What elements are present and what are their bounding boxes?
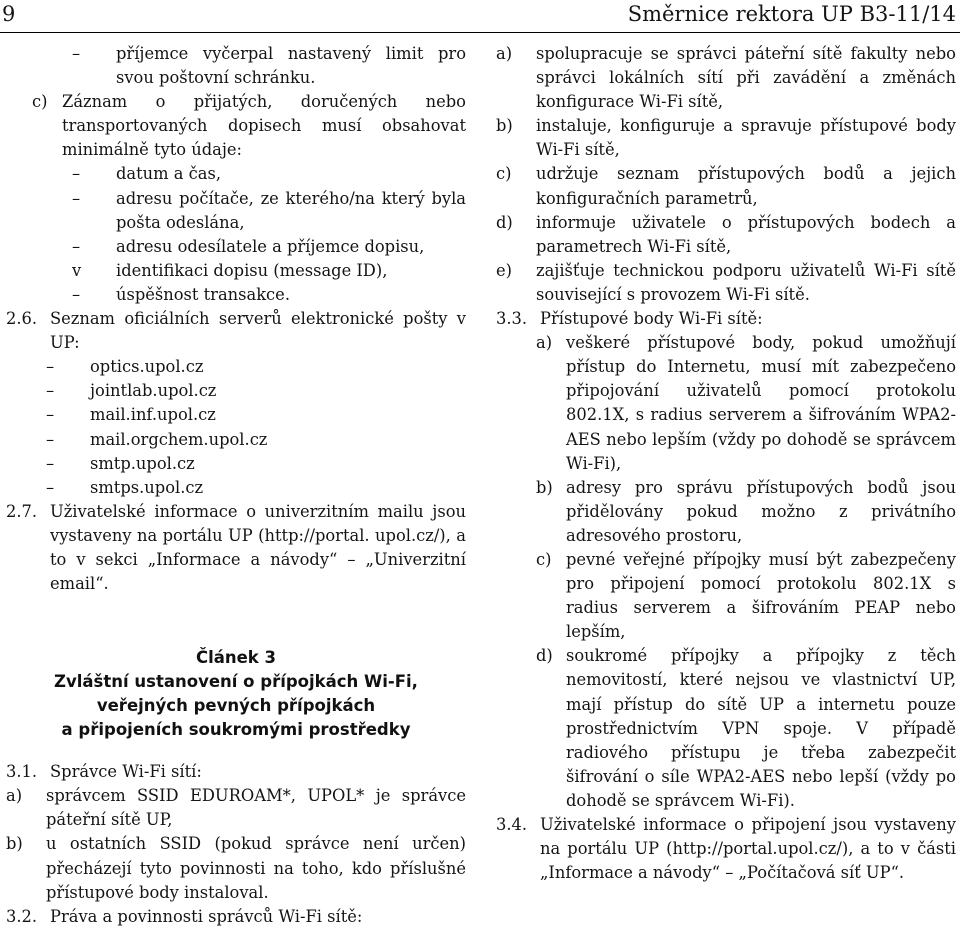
section-3-4 xyxy=(496,813,956,885)
item-label: c) xyxy=(32,92,48,112)
list-item xyxy=(72,259,466,283)
section-number: 3.1. xyxy=(6,762,38,782)
item-label: b) xyxy=(6,834,23,854)
section-text: Uživatelské informace o univerzitním mailu jsou vystaveny na portálu UP (http://portal. upol.cz/), a to v sekci „Informace a návody“ – „Univerzitní email“. xyxy=(50,501,466,594)
list-item-text: u ostatních SSID (pokud správce není určen) přecházejí tyto povinnosti na toho, kdo příslušné přístupové body instaloval. xyxy=(46,834,466,902)
server-name: smtp.upol.cz xyxy=(90,453,195,473)
item-label: d) xyxy=(496,212,513,232)
list-item xyxy=(536,331,956,476)
list-item-text: správcem SSID EDUROAM*, UPOL* je správce páteřní sítě UP, xyxy=(46,786,466,830)
item-label: c) xyxy=(496,164,512,184)
list-item xyxy=(46,476,466,500)
list-item xyxy=(46,428,466,452)
section-2-7 xyxy=(6,500,466,596)
list-item xyxy=(72,42,466,90)
dash-marker: – xyxy=(46,453,55,473)
list-item xyxy=(496,42,956,114)
item-label: d) xyxy=(536,646,553,666)
list-item xyxy=(72,187,466,235)
dash-marker: – xyxy=(46,477,55,497)
list-item xyxy=(536,476,956,548)
section-3-2 xyxy=(6,905,466,929)
item-label: a) xyxy=(536,333,553,353)
section-2-6 xyxy=(6,307,466,355)
dash-marker: – xyxy=(46,381,55,401)
list-item-text: adresu počítače, ze kterého/na který byla pošta odeslána, xyxy=(116,188,466,232)
list-item-text: zajišťuje technickou podporu uživatelů Wi-Fi sítě související s provozem Wi-Fi sítě. xyxy=(536,260,956,304)
list-item xyxy=(46,403,466,427)
list-item-text: instaluje, konfiguruje a spravuje přístupové body Wi-Fi sítě, xyxy=(536,116,956,160)
list-item xyxy=(6,784,466,832)
article-title-line: a připojeních soukromými prostředky xyxy=(61,720,411,740)
section-text: Správce Wi-Fi sítí: xyxy=(50,762,202,782)
list-item-text: datum a čas, xyxy=(116,164,222,184)
list-item-text: úspěšnost transakce. xyxy=(116,284,290,304)
dash-marker: v xyxy=(72,260,82,280)
list-item-text: adresu odesílatele a příjemce dopisu, xyxy=(116,236,425,256)
section-3-1 xyxy=(6,760,466,784)
list-item-text: spolupracuje se správci páteřní sítě fakulty nebo správci lokálních sítí při zavádění a změnách konfigurace Wi-Fi sítě, xyxy=(536,44,956,112)
list-item xyxy=(46,452,466,476)
list-item xyxy=(496,114,956,162)
dash-marker: – xyxy=(46,357,55,377)
dash-marker: – xyxy=(46,405,55,425)
page-header xyxy=(0,0,960,33)
article-title-line: Zvláštní ustanovení o přípojkách Wi-Fi, xyxy=(54,672,418,692)
page-number: 9 xyxy=(2,2,16,26)
server-name: smtps.upol.cz xyxy=(90,477,204,497)
article-heading xyxy=(6,646,466,742)
section-number: 3.3. xyxy=(496,309,528,329)
left-column xyxy=(6,42,466,929)
item-label: a) xyxy=(496,44,513,63)
list-item xyxy=(72,162,466,186)
list-item-text: pevné veřejné přípojky musí být zabezpečeny pro připojení pomocí protokolu 802.1X s radius serverem a šifrováním PEAP nebo lepším, xyxy=(566,549,956,642)
list-item-text: příjemce vyčerpal nastavený limit pro svou poštovní schránku. xyxy=(116,44,466,88)
section-text: Přístupové body Wi-Fi sítě: xyxy=(540,309,763,329)
list-item xyxy=(72,235,466,259)
dash-marker: – xyxy=(72,236,81,256)
section-number: 2.6. xyxy=(6,309,38,329)
right-column xyxy=(496,42,956,885)
list-item xyxy=(496,211,956,259)
section-text: Práva a povinnosti správců Wi-Fi sítě: xyxy=(50,906,363,926)
article-title-line: veřejných pevných přípojkách xyxy=(96,696,376,716)
section-number: 3.2. xyxy=(6,906,38,926)
header-title: Směrnice rektora UP B3-11/14 xyxy=(627,2,956,26)
server-name: optics.upol.cz xyxy=(90,357,204,377)
list-item-text: informuje uživatele o přístupových bodech a parametrech Wi-Fi sítě, xyxy=(536,212,956,256)
dash-marker: – xyxy=(46,429,55,449)
item-label: a) xyxy=(6,786,23,806)
list-item xyxy=(46,379,466,403)
section-number: 2.7. xyxy=(6,501,38,521)
list-item xyxy=(72,283,466,307)
list-item xyxy=(46,355,466,379)
section-number: 3.4. xyxy=(496,815,528,834)
dash-marker: – xyxy=(72,44,81,63)
item-label: c) xyxy=(536,549,552,569)
list-item xyxy=(6,832,466,904)
section-text: Seznam oficiálních serverů elektronické pošty v UP: xyxy=(50,309,466,353)
server-name: mail.inf.upol.cz xyxy=(90,405,216,425)
list-item-text: udržuje seznam přístupových bodů a jejich konfiguračních parametrů, xyxy=(536,164,956,208)
list-item-text: adresy pro správu přístupových bodů jsou přidělovány pokud možno z privátního adresového prostoru, xyxy=(566,477,956,545)
item-label: b) xyxy=(536,477,553,497)
paragraph-c xyxy=(32,90,466,162)
list-item xyxy=(536,548,956,644)
list-item-text: soukromé přípojky a přípojky z těch nemovitostí, které nejsou ve vlastnictví UP, mají přístup do sítě UP a internetu pouze prostřednictvím VPN spoje. V případě radiového přístupu je třeba zabezpečit šifrování o síle WPA2-AES nebo lepší (vždy po dohodě se správcem Wi-Fi). xyxy=(566,646,956,810)
article-number: Článek 3 xyxy=(195,648,277,668)
list-item-text: identifikaci dopisu (message ID), xyxy=(116,260,388,280)
list-item xyxy=(536,644,956,813)
item-label: b) xyxy=(496,116,513,136)
server-name: jointlab.upol.cz xyxy=(90,381,217,401)
dash-marker: – xyxy=(72,188,81,208)
dash-marker: – xyxy=(72,164,81,184)
item-label: e) xyxy=(496,260,512,280)
list-item xyxy=(496,162,956,210)
dash-marker: – xyxy=(72,284,81,304)
list-item xyxy=(496,259,956,307)
section-3-3 xyxy=(496,307,956,331)
paragraph-text: Záznam o přijatých, doručených nebo transportovaných dopisech musí obsahovat minimálně tyto údaje: xyxy=(62,92,466,160)
server-name: mail.orgchem.upol.cz xyxy=(90,429,268,449)
list-item-text: veškeré přístupové body, pokud umožňují přístup do Internetu, musí mít zabezpečeno připojování uživatelů pomocí protokolu 802.1X, s radius serverem a šifrováním WPA2-AES nebo lepším (vždy po dohodě se správcem Wi-Fi), xyxy=(566,333,956,473)
section-text: Uživatelské informace o připojení jsou vystaveny na portálu UP (http://portal.upol.cz/), a to v části „Informace a návody“ – „Počítačová síť UP“. xyxy=(540,815,956,883)
